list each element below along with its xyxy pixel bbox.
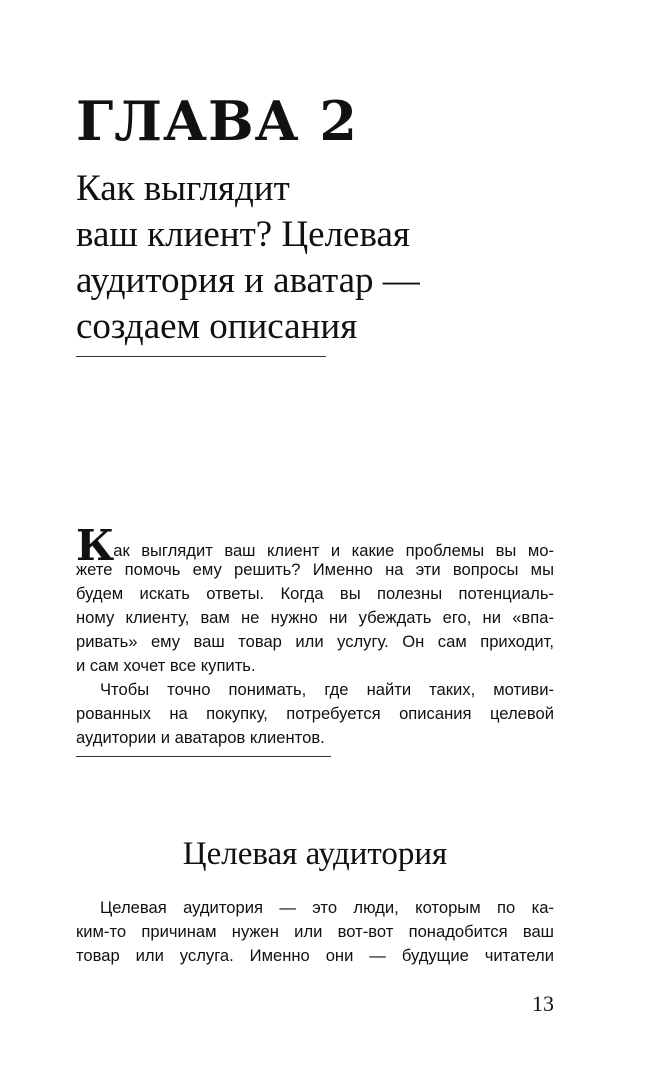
chapter-title-line: Как выглядит [76, 168, 290, 209]
chapter-title-line: аудитория и аватар — [76, 260, 420, 301]
drop-cap: К [76, 521, 114, 570]
page-number: 13 [532, 991, 554, 1016]
paragraph-line: товар или услуга. Именно они — будущие читатели [76, 946, 554, 965]
chapter-title-line: создаем описания [76, 306, 358, 347]
chapter-title [76, 166, 496, 350]
paragraph-line: ривать» ему ваш товар или услугу. Он сам приходит, [76, 632, 554, 651]
chapter-label: ГЛАВА 2 [76, 89, 359, 153]
paragraph-line: будем искать ответы. Когда вы полезны потенциаль- [76, 584, 554, 603]
paragraph-line: и сам хочет все купить. [76, 656, 256, 675]
paragraph-line: ким-то причинам нужен или вот-вот понадобится ваш [76, 922, 554, 941]
paragraph-line: ному клиенту, вам не нужно ни убеждать его, ни «впа- [76, 608, 554, 627]
intro-text [76, 521, 554, 750]
paragraph-line: Целевая аудитория — это люди, которым по ка- [100, 898, 554, 917]
paragraph-line-text: ак выглядит ваш клиент и какие проблемы вы мо- [113, 541, 554, 560]
paragraph-line: Чтобы точно понимать, где найти таких, мотиви- [100, 680, 554, 699]
chapter-title-line: ваш клиент? Целевая [76, 214, 410, 255]
section-text [76, 896, 554, 968]
section-heading: Целевая аудитория [182, 836, 448, 872]
paragraph-line: рованных на покупку, потребуется описания целевой [76, 704, 554, 723]
paragraph-line: жете помочь ему решить? Именно на эти вопросы мы [76, 560, 554, 579]
underlined-text: аудитории и аватаров клиентов. [76, 726, 331, 757]
paragraph-line [76, 726, 554, 750]
title-divider [76, 356, 326, 357]
